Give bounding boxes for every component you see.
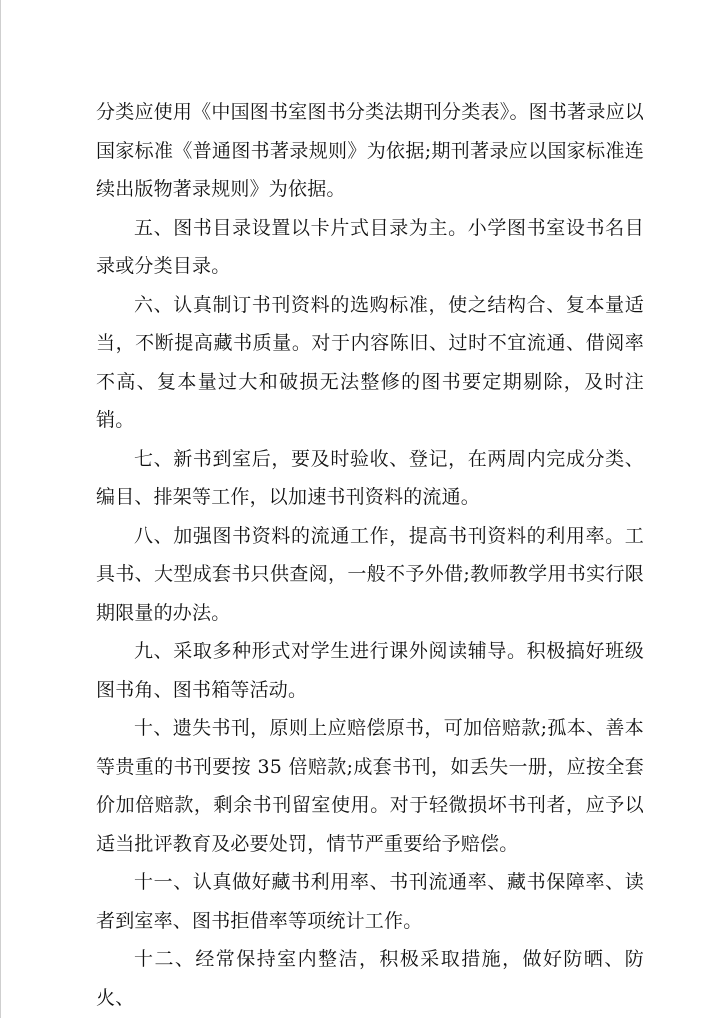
paragraph-item-12: 十二、经常保持室内整洁，积极采取措施，做好防晒、防火、: [96, 948, 644, 1009]
paragraph-item-5: 五、图书目录设置以卡片式目录为主。小学图书室设书名目录或分类目录。: [96, 216, 644, 277]
page-edge: [0, 0, 1, 1018]
paragraph-item-9: 九、采取多种形式对学生进行课外阅读辅导。积极搞好班级图书角、图书箱等活动。: [96, 640, 644, 701]
document-body: [96, 93, 644, 1017]
paragraph-item-10: 十、遗失书刊，原则上应赔偿原书，可加倍赔款;孤本、善本等贵重的书刊要按 35 倍赔款;成套书刊，如丢失一册，应按全套价加倍赔款，剩余书刊留室使用。对于轻微损坏书刊者，应予以适当批评教育及必要处罚，情节严重要给予赔偿。: [96, 717, 644, 855]
paragraph-item-6: 六、认真制订书刊资料的选购标准，使之结构合、复本量适当，不断提高藏书质量。对于内容陈旧、过时不宜流通、借阅率不高、复本量过大和破损无法整修的图书要定期剔除，及时注销。: [96, 293, 644, 431]
paragraph-continued: 分类应使用《中国图书室图书分类法期刊分类表》。图书著录应以国家标准《普通图书著录规则》为依据;期刊著录应以国家标准连续出版物著录规则》为依据。: [96, 101, 644, 200]
paragraph-item-7: 七、新书到室后，要及时验收、登记，在两周内完成分类、编目、排架等工作，以加速书刊资料的流通。: [96, 447, 644, 508]
paragraph-item-11: 十一、认真做好藏书利用率、书刊流通率、藏书保障率、读者到室率、图书拒借率等项统计工作。: [96, 871, 644, 932]
paragraph-item-8: 八、加强图书资料的流通工作，提高书刊资料的利用率。工具书、大型成套书只供查阅，一般不予外借;教师教学用书实行限期限量的办法。: [96, 524, 644, 624]
